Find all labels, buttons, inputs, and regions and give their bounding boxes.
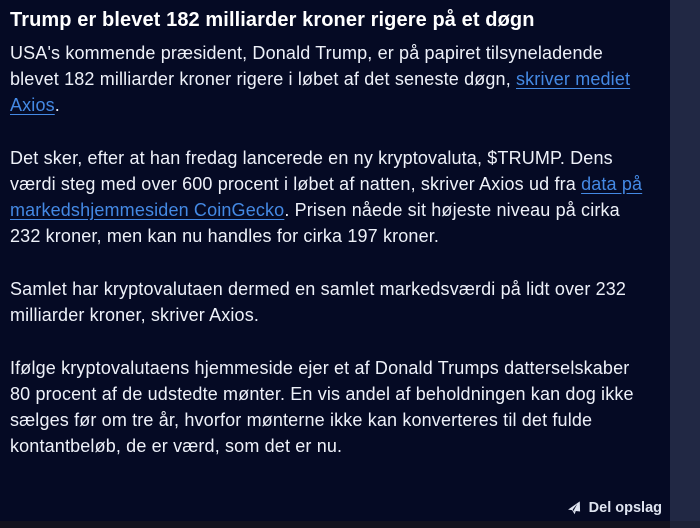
paragraph: Det sker, efter at han fredag lancerede en ny kryptovaluta, $TRUMP. Dens værdi steg med over 600 procent i løbet af natten, skriver Axios ud fra data på markedshjemmesiden CoinGecko. Prisen nåede sit højeste niveau på cirka 232 kroner, men kan nu handles for cirka 197 kroner. bbox=[10, 148, 643, 246]
share-post-button[interactable] bbox=[567, 500, 662, 516]
article-title: Trump er blevet 182 milliarder kroner rigere på et døgn bbox=[10, 9, 535, 31]
inline-link[interactable]: skriver mediet Axios bbox=[10, 69, 631, 115]
paragraph: Samlet har kryptovalutaen dermed en samlet markedsværdi på lidt over 232 milliarder kroner, skriver Axios. bbox=[10, 279, 627, 325]
paragraph: Ifølge kryptovalutaens hjemmeside ejer et af Donald Trumps datterselskaber 80 procent af de udstedte mønter. En vis andel af beholdningen kan dog ikke sælges før om tre år, hvorfor mønterne ikke kan konverteres til det fulde kontantbeløb, de er værd, som det er nu. bbox=[10, 358, 634, 456]
bottom-divider-right-segment bbox=[670, 521, 700, 528]
inline-link[interactable]: data på markedshjemmesiden CoinGecko bbox=[10, 174, 643, 220]
share-post-label: Del opslag bbox=[588, 500, 662, 516]
article-body bbox=[10, 40, 654, 459]
paper-plane-icon bbox=[565, 499, 583, 517]
backdrop-strip bbox=[670, 0, 700, 521]
bottom-divider bbox=[0, 521, 700, 528]
paragraph: USA's kommende præsident, Donald Trump, er på papiret tilsyneladende blevet 182 milliarder kroner rigere i løbet af det seneste døgn, skriver mediet Axios. bbox=[10, 43, 631, 115]
